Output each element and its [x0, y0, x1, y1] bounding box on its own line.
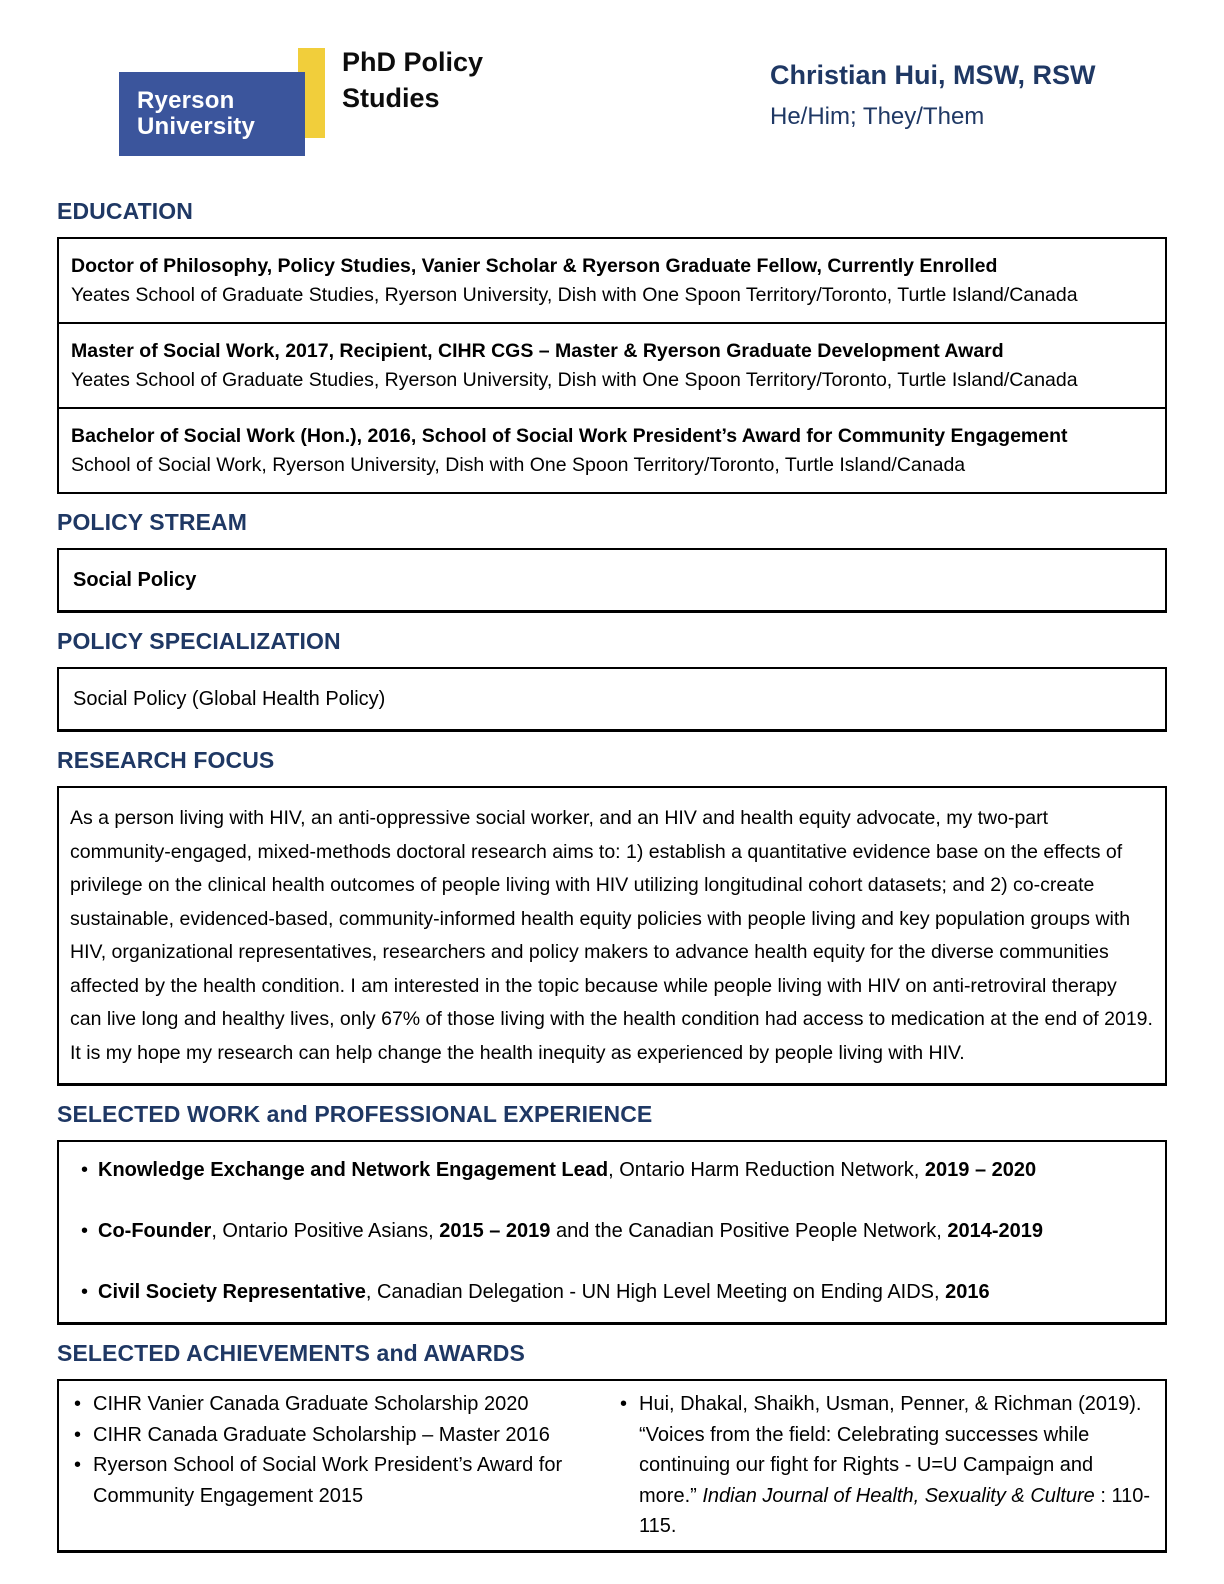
policy-specialization-heading: POLICY SPECIALIZATION	[57, 628, 341, 654]
education-entry-bsw	[57, 407, 1167, 494]
work-item	[71, 1218, 1153, 1244]
work-experience-heading: SELECTED WORK and PROFESSIONAL EXPERIENCE	[57, 1101, 653, 1127]
program-line1: PhD Policy	[342, 47, 484, 77]
work-experience-list	[71, 1157, 1153, 1305]
award-item: • CIHR Canada Graduate Scholarship – Master 2016	[71, 1420, 613, 1451]
awards-left-column	[71, 1389, 613, 1542]
program-title	[342, 44, 483, 116]
degree-institution: Yeates School of Graduate Studies, Ryerson University, Dish with One Spoon Territory/Toronto, Turtle Island/Canada	[71, 369, 1078, 391]
publication-journal: Indian Journal of Health, Sexuality & Culture	[702, 1484, 1095, 1507]
education-entry-phd	[57, 237, 1167, 324]
achievements-box	[57, 1379, 1167, 1553]
award-item: • Ryerson School of Social Work President’s Award for Community Engagement 2015	[71, 1450, 613, 1511]
page-header	[57, 0, 1167, 178]
degree-title: Master of Social Work, 2017, Recipient, CIHR CGS – Master & Ryerson Graduate Development Award	[71, 340, 1004, 362]
awards-right-column	[613, 1389, 1155, 1542]
research-focus-heading: RESEARCH FOCUS	[57, 747, 275, 773]
work-role: Knowledge Exchange and Network Engagement Lead	[98, 1159, 609, 1181]
work-org: , Ontario Positive Asians,	[211, 1220, 440, 1242]
work-item	[71, 1279, 1153, 1305]
logo-line2: University	[137, 113, 256, 140]
degree-title: Doctor of Philosophy, Policy Studies, Vanier Scholar & Ryerson Graduate Fellow, Currently Enrolled	[71, 255, 998, 277]
section-policy-stream	[57, 509, 1167, 613]
degree-title: Bachelor of Social Work (Hon.), 2016, School of Social Work President’s Award for Community Engagement	[71, 425, 1068, 447]
policy-stream-value: Social Policy	[57, 548, 1167, 613]
section-education	[57, 198, 1167, 494]
section-research-focus	[57, 747, 1167, 1086]
education-heading: EDUCATION	[57, 198, 193, 224]
program-line2: Studies	[342, 83, 440, 113]
work-org: , Canadian Delegation - UN High Level Meeting on Ending AIDS,	[365, 1281, 946, 1303]
candidate-name: Christian Hui, MSW, RSW	[770, 60, 1096, 90]
awards-list	[71, 1389, 613, 1511]
award-item: • CIHR Vanier Canada Graduate Scholarship 2020	[71, 1389, 613, 1420]
work-experience-box	[57, 1140, 1167, 1325]
degree-institution: School of Social Work, Ryerson University, Dish with One Spoon Territory/Toronto, Turtle Island/Canada	[71, 454, 966, 476]
section-achievements-awards	[57, 1340, 1167, 1553]
work-dates: 2015 – 2019	[439, 1220, 551, 1242]
work-dates: 2016	[945, 1281, 990, 1303]
achievements-heading: SELECTED ACHIEVEMENTS and AWARDS	[57, 1340, 525, 1366]
work-org: , Ontario Harm Reduction Network,	[608, 1159, 925, 1181]
work-item	[71, 1157, 1153, 1183]
policy-stream-heading: POLICY STREAM	[57, 509, 248, 535]
work-role: Co-Founder	[98, 1220, 212, 1242]
section-work-experience	[57, 1101, 1167, 1325]
work-dates-2: 2014-2019	[947, 1220, 1043, 1242]
research-focus-box	[57, 786, 1167, 1086]
logo-wordmark	[119, 72, 305, 156]
research-focus-text: As a person living with HIV, an anti-oppressive social worker, and an HIV and health equity advocate, my two-part community-engaged, mixed-methods doctoral research aims to: 1) establish a quantitative evidence base on the effects of privilege on the clinical health outcomes of people living with HIV utilizing longitudinal cohort datasets; and 2) co-create sustainable, evidenced-based, community-informed health equity policies with people living and key population groups with HIV, organizational representatives, researchers and policy makers to advance health equity for the diverse communities affected by the health condition. I am interested in the topic because while people living with HIV on anti-retroviral therapy can live long and healthy lives, only 67% of those living with the health condition had access to medication at the end of 2019. It is my hope my research can help change the health inequity as experienced by people living with HIV.	[70, 807, 1153, 1064]
candidate-identity	[770, 60, 1096, 131]
education-entry-msw	[57, 322, 1167, 409]
logo-line1: Ryerson	[137, 87, 235, 114]
education-table	[57, 237, 1167, 494]
publication-list	[617, 1389, 1155, 1542]
policy-specialization-value: Social Policy (Global Health Policy)	[57, 667, 1167, 732]
work-role: Civil Society Representative	[98, 1281, 366, 1303]
publication-pages: : 110-115.	[639, 1484, 1151, 1537]
publication-item	[617, 1389, 1155, 1542]
section-policy-specialization	[57, 628, 1167, 732]
work-org-2: and the Canadian Positive People Network,	[550, 1220, 948, 1242]
degree-institution: Yeates School of Graduate Studies, Ryerson University, Dish with One Spoon Territory/Toronto, Turtle Island/Canada	[71, 284, 1078, 306]
publication-citation: Hui, Dhakal, Shaikh, Usman, Penner, & Richman (2019). “Voices from the field: Celebrating successes while continuing our fight for Rights - U=U Campaign and more.”	[639, 1393, 1142, 1507]
ryerson-university-logo	[114, 44, 329, 159]
candidate-pronouns: He/Him; They/Them	[770, 103, 985, 130]
work-dates: 2019 – 2020	[924, 1159, 1037, 1181]
